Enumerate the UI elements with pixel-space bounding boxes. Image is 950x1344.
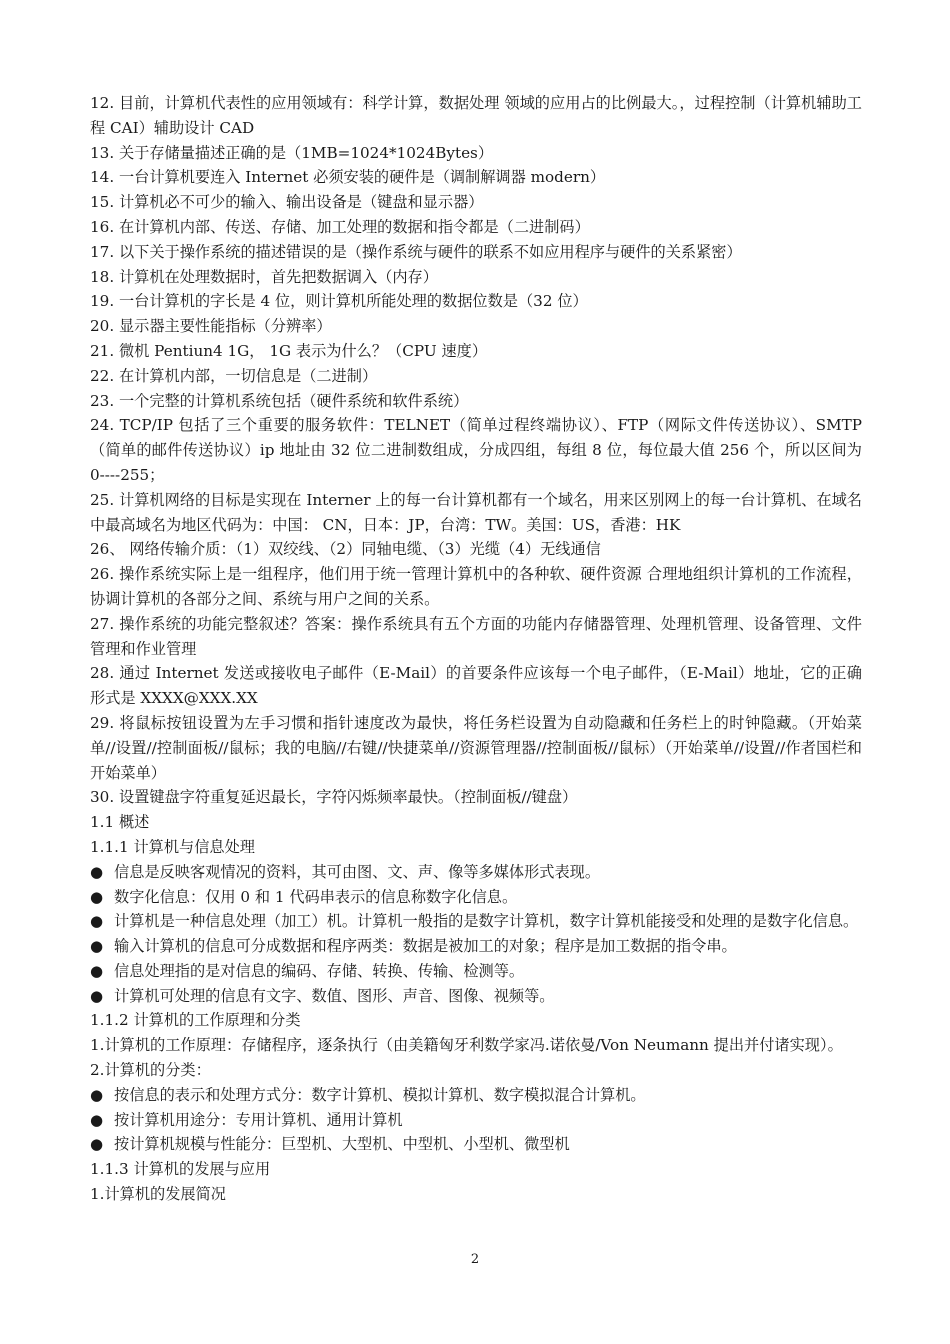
paragraph-text: 计算机是一种信息处理（加工）机。计算机一般指的是数字计算机，数字计算机能接受和处理的是数字化信息。 <box>114 912 859 931</box>
paragraph <box>90 141 862 166</box>
paragraph <box>90 364 862 389</box>
paragraph-text: 12. 目前，计算机代表性的应用领域有：科学计算，数据处理 领域的应用占的比例最大。，过程控制（计算机辅助工程 CAI）辅助设计 CAD <box>90 94 862 137</box>
paragraph-text: 1.1 概述 <box>90 813 150 832</box>
paragraph <box>90 1033 862 1058</box>
paragraph-text: 18. 计算机在处理数据时，首先把数据调入（内存） <box>90 267 438 286</box>
bullet-icon: ● <box>90 1135 104 1154</box>
paragraph-text: 1.计算机的工作原理：存储程序，逐条执行（由美籍匈牙利数学家冯.诺依曼/Von Neumann 提出并付诸实现）。 <box>90 1036 843 1055</box>
bullet-paragraph <box>90 934 862 959</box>
bullet-icon: ● <box>90 862 104 881</box>
bullet-icon: ● <box>90 1085 104 1104</box>
paragraph-text: 20. 显示器主要性能指标（分辨率） <box>90 317 332 336</box>
paragraph-text: 16. 在计算机内部、传送、存储、加工处理的数据和指令都是（二进制码） <box>90 217 590 236</box>
paragraph-text: 1.1.1 计算机与信息处理 <box>90 837 255 856</box>
paragraph <box>90 661 862 711</box>
paragraph-text: 数字化信息：仅用 0 和 1 代码串表示的信息称数字化信息。 <box>114 887 518 906</box>
paragraph-text: 按计算机规模与性能分：巨型机、大型机、中型机、小型机、微型机 <box>114 1135 570 1154</box>
paragraph-text: 2.计算机的分类： <box>90 1061 211 1080</box>
paragraph-text: 计算机可处理的信息有文字、数值、图形、声音、图像、视频等。 <box>114 986 555 1005</box>
bullet-icon: ● <box>90 1110 104 1129</box>
paragraph <box>90 165 862 190</box>
paragraph <box>90 91 862 141</box>
paragraph <box>90 562 862 612</box>
paragraph-text: 29. 将鼠标按钮设置为左手习惯和指针速度改为最快，将任务栏设置为自动隐藏和任务栏上的时钟隐藏。（开始菜单//设置//控制面板//鼠标；我的电脑//右键//快捷菜单//资源管理器//控制面板//鼠标）（开始菜单//设置//作者国栏和开始菜单） <box>90 713 862 782</box>
paragraph <box>90 835 862 860</box>
paragraph-text: 输入计算机的信息可分成数据和程序两类：数据是被加工的对象；程序是加工数据的指令串。 <box>114 937 737 956</box>
paragraph <box>90 488 862 538</box>
paragraph <box>90 810 862 835</box>
bullet-icon: ● <box>90 887 104 906</box>
bullet-icon: ● <box>90 937 104 956</box>
bullet-icon: ● <box>90 986 104 1005</box>
paragraph <box>90 265 862 290</box>
paragraph-text: 28. 通过 Internet 发送或接收电子邮件（E-Mail）的首要条件应该每一个电子邮件，（E-Mail）地址，它的正确形式是 XXXX@XXX.XX <box>90 664 862 708</box>
paragraph <box>90 314 862 339</box>
paragraph-text: 13. 关于存储量描述正确的是（1MB=1024*1024Bytes） <box>90 143 494 162</box>
paragraph-text: 按计算机用途分：专用计算机、通用计算机 <box>114 1110 403 1129</box>
paragraph-text: 15. 计算机必不可少的输入、输出设备是（键盘和显示器） <box>90 193 484 212</box>
paragraph-text: 23. 一个完整的计算机系统包括（硬件系统和软件系统） <box>90 391 469 410</box>
paragraph <box>90 240 862 265</box>
bullet-paragraph <box>90 1108 862 1133</box>
paragraph-text: 26. 操作系统实际上是一组程序，他们用于统一管理计算机中的各种软、硬件资源 合理地组织计算机的工作流程，协调计算机的各部分之间、系统与用户之间的关系。 <box>90 565 862 608</box>
bullet-icon: ● <box>90 961 104 980</box>
page-number: 2 <box>470 1252 480 1267</box>
paragraph <box>90 1182 862 1207</box>
paragraph <box>90 215 862 240</box>
paragraph-text: 25. 计算机网络的目标是实现在 Interner 上的每一台计算机都有一个域名，用来区别网上的每一台计算机、在域名中最高域名为地区代码为：中国： CN，日本：JP，台湾：TW。美国：US，香港：HK <box>90 490 862 534</box>
paragraph-text: 信息处理指的是对信息的编码、存储、转换、传输、检测等。 <box>114 961 525 980</box>
bullet-paragraph <box>90 984 862 1009</box>
paragraph-text: 22. 在计算机内部，一切信息是（二进制） <box>90 366 378 385</box>
bullet-paragraph <box>90 860 862 885</box>
paragraph <box>90 612 862 662</box>
paragraph-text: 17. 以下关于操作系统的描述错误的是（操作系统与硬件的联系不如应用程序与硬件的关系紧密） <box>90 242 742 261</box>
paragraph <box>90 389 862 414</box>
paragraph <box>90 785 862 810</box>
bullet-paragraph <box>90 959 862 984</box>
paragraph <box>90 190 862 215</box>
paragraph <box>90 537 862 562</box>
paragraph <box>90 339 862 364</box>
document-body <box>90 91 862 1207</box>
paragraph-text: 21. 微机 Pentiun4 1G， 1G 表示为什么？（CPU 速度） <box>90 341 488 360</box>
paragraph-text: 26、 网络传输介质：（1）双绞线、（2）同轴电缆、（3）光缆（4）无线通信 <box>90 540 601 559</box>
paragraph <box>90 1008 862 1033</box>
paragraph-text: 1.1.2 计算机的工作原理和分类 <box>90 1011 301 1030</box>
bullet-paragraph <box>90 885 862 910</box>
paragraph-text: 按信息的表示和处理方式分：数字计算机、模拟计算机、数字模拟混合计算机。 <box>114 1085 646 1104</box>
paragraph <box>90 711 862 785</box>
paragraph-text: 24. TCP/IP 包括了三个重要的服务软件：TELNET（简单过程终端协议）、FTP（网际文件传送协议）、SMTP（简单的邮件传送协议）ip 地址由 32 位二进制数组成，分成四组，每组 8 位，每位最大值 256 个，所以区间为 0----255； <box>90 416 862 484</box>
paragraph-text: 27. 操作系统的功能完整叙述？答案：操作系统具有五个方面的功能内存储器管理、处理机管理、设备管理、文件管理和作业管理 <box>90 614 862 658</box>
bullet-paragraph <box>90 909 862 934</box>
paragraph-text: 1.计算机的发展简况 <box>90 1185 226 1204</box>
paragraph <box>90 1058 862 1083</box>
bullet-paragraph <box>90 1083 862 1108</box>
paragraph-text: 14. 一台计算机要连入 Internet 必须安装的硬件是（调制解调器 modern） <box>90 168 606 187</box>
paragraph-text: 1.1.3 计算机的发展与应用 <box>90 1160 271 1179</box>
paragraph-text: 30. 设置键盘字符重复延迟最长，字符闪烁频率最快。（控制面板//键盘） <box>90 788 578 807</box>
bullet-paragraph <box>90 1132 862 1157</box>
bullet-icon: ● <box>90 912 104 931</box>
paragraph <box>90 1157 862 1182</box>
paragraph <box>90 289 862 314</box>
paragraph-text: 19. 一台计算机的字长是 4 位，则计算机所能处理的数据位数是（32 位） <box>90 292 588 311</box>
paragraph-text: 信息是反映客观情况的资料，其可由图、文、声、像等多媒体形式表现。 <box>114 862 600 881</box>
paragraph <box>90 413 862 487</box>
